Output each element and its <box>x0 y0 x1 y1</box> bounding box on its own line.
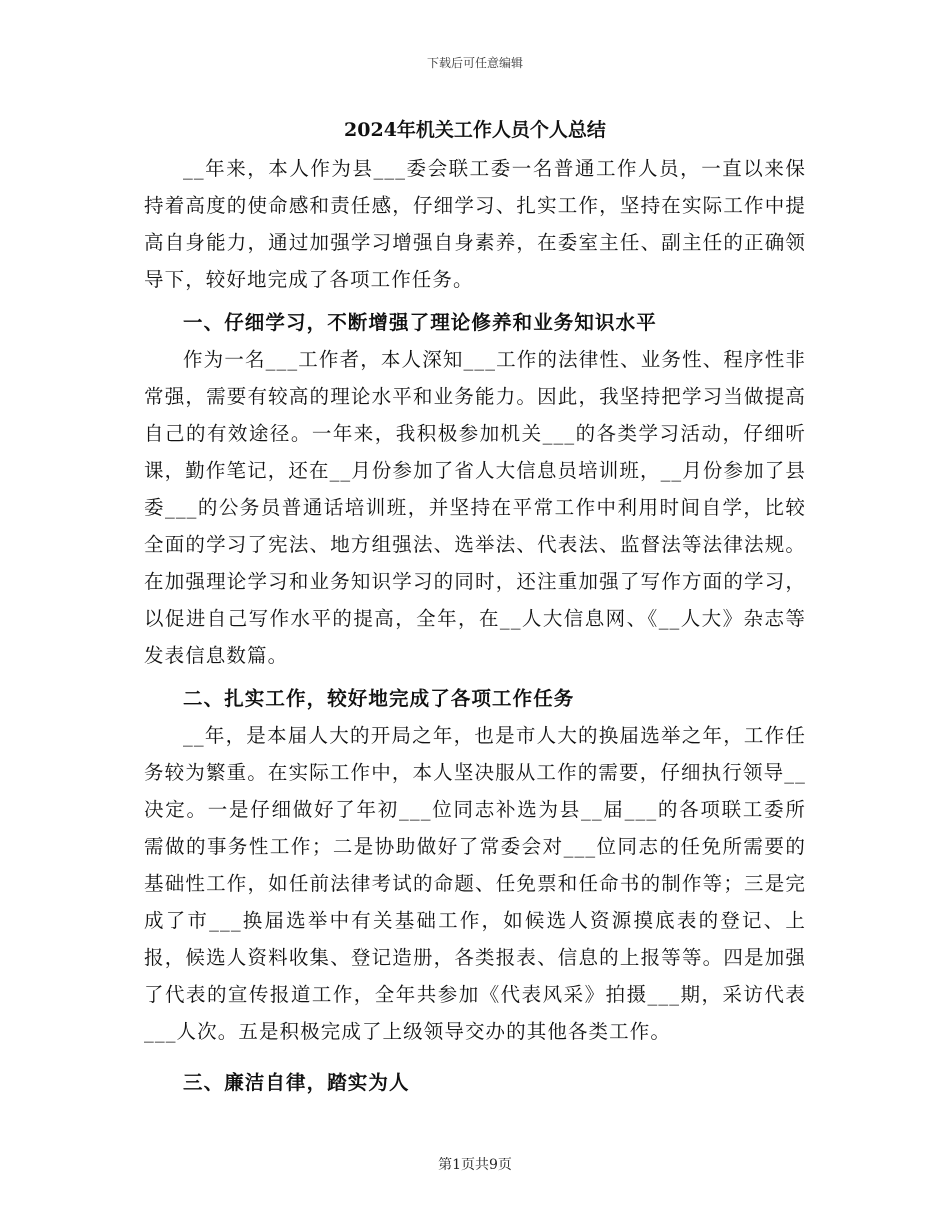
document-body <box>144 150 806 1101</box>
section-heading-3: 三、廉洁自律，踏实为人 <box>183 1071 410 1094</box>
document-title: 2024年机关工作人员个人总结 <box>344 119 606 141</box>
section-heading-1: 一、仔细学习，不断增强了理论修养和业务知识水平 <box>183 311 657 334</box>
section-2-paragraph: __年，是本届人大的开局之年，也是市人大的换届选举之年，工作任务较为繁重。在实际工作中，本人坚决服从工作的需要，仔细执行领导__决定。一是仔细做好了年初___位同志补选为县__届___的各项联工委所需做的事务性工作；二是协助做好了常委会对___位同志的任免所需要的基础性工作，如任前法律考试的命题、任免票和任命书的制作等；三是完成了市___换届选举中有关基础工作，如候选人资源摸底表的登记、上报，候选人资料收集、登记造册，各类报表、信息的上报等等。四是加强了代表的宣传报道工作，全年共参加《代表风采》拍摄___期，采访代表___人次。五是积极完成了上级领导交办的其他各类工作。 <box>144 724 806 1043</box>
header-note: 下载后可任意编辑 <box>426 56 523 70</box>
section-1-paragraph: 作为一名___工作者，本人深知___工作的法律性、业务性、程序性非常强，需要有较高的理论水平和业务能力。因此，我坚持把学习当做提高自己的有效途径。一年来，我积极参加机关___的各类学习活动，仔细听课，勤作笔记，还在__月份参加了省人大信息员培训班，__月份参加了县委___的公务员普通话培训班，并坚持在平常工作中利用时间自学，比较全面的学习了宪法、地方组强法、选举法、代表法、监督法等法律法规。在加强理论学习和业务知识学习的同时，还注重加强了写作方面的学习，以促进自己写作水平的提高，全年，在__人大信息网、《__人大》杂志等发表信息数篇。 <box>144 348 806 667</box>
page-number-footer: 第1页共9页 <box>438 1157 512 1173</box>
section-heading-2: 二、扎实工作，较好地完成了各项工作任务 <box>183 687 575 710</box>
intro-paragraph: __年来，本人作为县___委会联工委一名普通工作人员，一直以来保持着高度的使命感和责任感，仔细学习、扎实工作，坚持在实际工作中提高自身能力，通过加强学习增强自身素养，在委室主任、副主任的正确领导下，较好地完成了各项工作任务。 <box>144 157 806 291</box>
